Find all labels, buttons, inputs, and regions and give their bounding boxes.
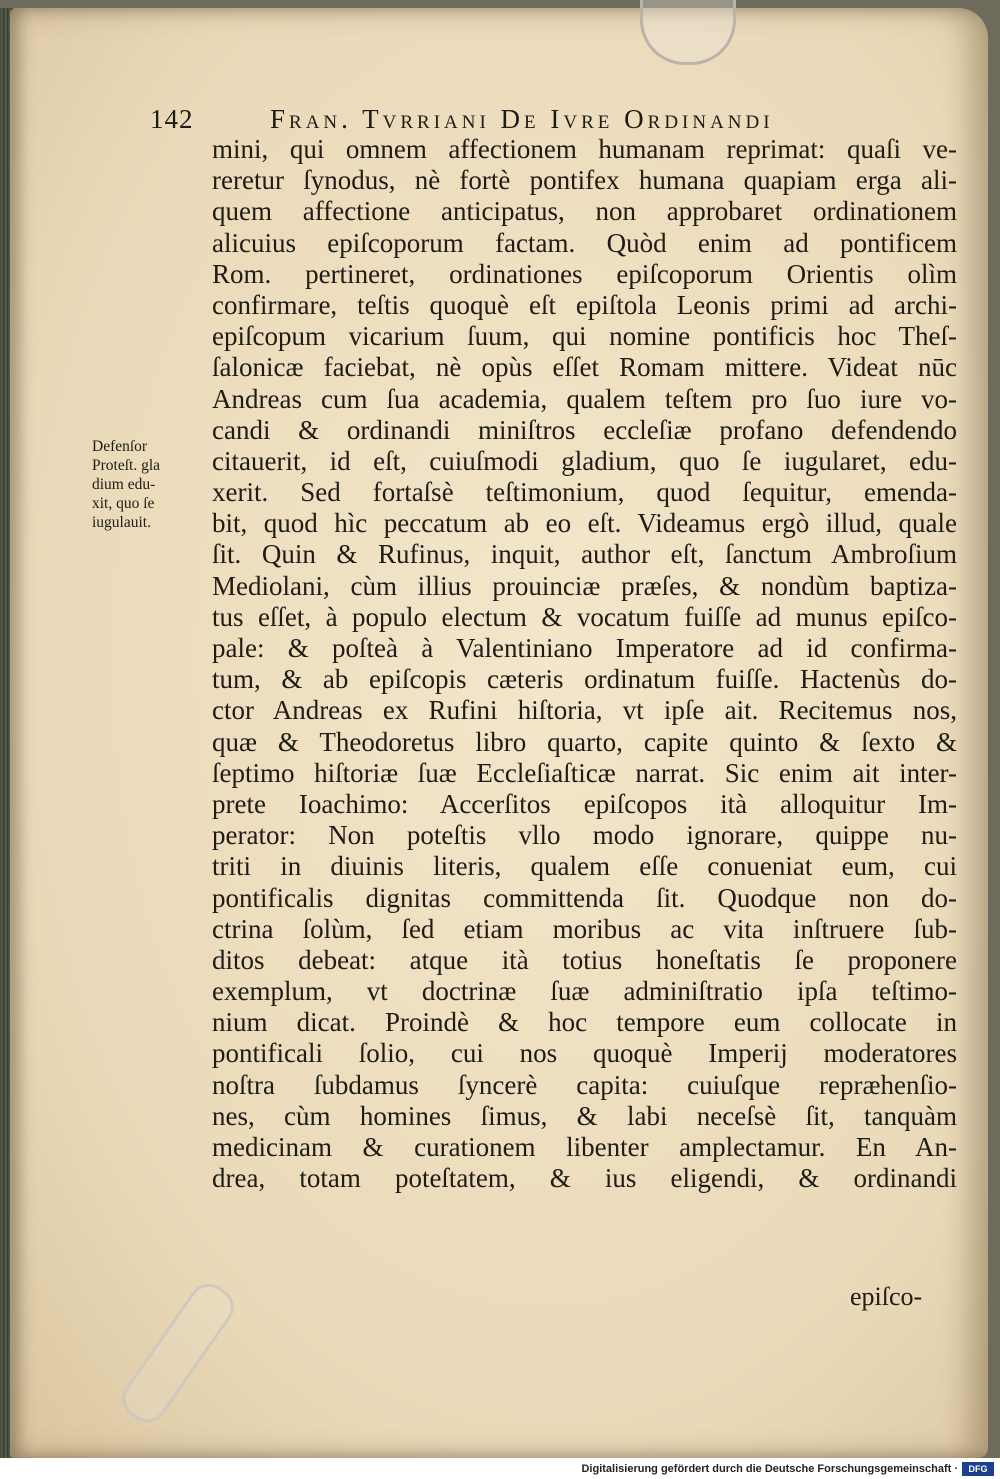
digitization-footer: [0, 1458, 1000, 1479]
text-line: tus eſſet, à populo electum & vocatum fuiſſe ad munus epiſco-: [212, 601, 957, 632]
text-line: ſalonicæ faciebat, nè opùs eſſet Romam mittere. Videat nūc: [212, 352, 957, 383]
text-line: triti in diuinis literis, qualem eſſe conueniat eum, cui: [212, 851, 957, 882]
text-line: quem affectione anticipatus, non approbaret ordinationem: [212, 196, 957, 227]
text-line: pontificalis dignitas committenda ſit. Quodque non do-: [212, 882, 957, 913]
text-line: Rom. pertineret, ordinationes epiſcoporum Orientis olìm: [212, 258, 957, 289]
running-title: Fran. Tvrriani De Ivre Ordinandi: [270, 104, 774, 134]
text-line: exemplum, vt doctrinæ ſuæ adminiſtratio ipſa teſtimo-: [212, 976, 957, 1007]
text-line: noſtra ſubdamus ſyncerè capita: cuiuſque repræhenſio-: [212, 1069, 957, 1100]
text-line: tum, & ab epiſcopis cæteris ordinatum fuiſſe. Hactenùs do-: [212, 664, 957, 695]
text-line: pale: & poſteà à Valentiniano Imperatore ad id confirma-: [212, 633, 957, 663]
text-line: ditos debeat: atque ità totius honeſtatis ſe proponere: [212, 944, 957, 975]
page-number: 142: [150, 104, 194, 134]
text-line: citauerit, id eſt, cuiuſmodi gladium, quo ſe iugularet, edu-: [212, 445, 957, 476]
marginal-note-line: Defenſor: [92, 438, 148, 455]
dfg-logo: DFG: [962, 1462, 994, 1476]
text-line: ctrina ſolùm, ſed etiam moribus ac vita inſtruere ſub-: [212, 913, 957, 944]
text-line: nes, cùm homines ſimus, & labi neceſsè ſit, tanquàm: [212, 1100, 957, 1131]
text-line: reretur ſynodus, nè fortè pontifex humana quapiam erga ali-: [212, 165, 957, 196]
text-line: drea, totam poteſtatem, & ius eligendi, & ordinandi: [212, 1163, 957, 1194]
marginal-note-line: iugulauit.: [92, 514, 151, 531]
marginal-note-line: xit, quo ſe: [92, 495, 155, 512]
text-line: perator: Non poteſtis vllo modo ignorare, quippe nu-: [212, 820, 957, 851]
text-line: candi & ordinandi miniſtros eccleſiæ profano defendendo: [212, 414, 957, 445]
marginal-note-line: dium edu-: [92, 476, 156, 493]
text-line: nium dicat. Proindè & hoc tempore eum collocate in: [212, 1007, 957, 1038]
text-line: alicuius epiſcoporum factam. Quòd enim ad pontificem: [212, 227, 957, 258]
text-line: ctor Andreas ex Rufini hiſtoria, vt ipſe ait. Recitemus nos,: [212, 695, 957, 726]
catchword: epiſco-: [850, 1282, 923, 1311]
text-line: Mediolani, cùm illius prouinciæ præſes, & nondùm baptiza-: [212, 570, 957, 601]
text-line: medicinam & curationem libenter amplectamur. En An-: [212, 1132, 957, 1162]
marginal-note: [92, 437, 210, 532]
text-line: quæ & Theodoretus libro quarto, capite quinto & ſexto &: [212, 726, 957, 757]
text-line: xerit. Sed fortaſsè teſtimonium, quod ſequitur, emenda-: [212, 477, 957, 508]
text-line: ſeptimo hiſtoriæ ſuæ Eccleſiaſticæ narrat. Sic enim ait inter-: [212, 757, 957, 788]
text-line: Andreas cum ſua academia, qualem teſtem pro ſuo iure vo-: [212, 383, 957, 414]
text-line: ſit. Quin & Rufinus, inquit, author eſt, ſanctum Ambroſium: [212, 539, 957, 570]
text-line: epiſcopum vicarium ſuum, qui nomine pontificis hoc Theſ-: [212, 321, 957, 352]
text-line: bit, quod hìc peccatum ab eo eſt. Videamus ergò illud, quale: [212, 508, 957, 539]
funding-credit: Digitalisierung gefördert durch die Deutsche Forschungsgemeinschaft ·: [581, 1463, 958, 1475]
text-line: mini, qui omnem affectionem humanam reprimat: quaſi ve-: [212, 134, 957, 164]
text-line: pontificali ſolio, cui nos quoquè Imperij moderatores: [212, 1038, 957, 1069]
text-line: confirmare, teſtis quoquè eſt epiſtola Leonis primi ad archi-: [212, 289, 957, 320]
body-text: [212, 134, 957, 1194]
marginal-note-line: Proteſt. gla: [92, 457, 161, 474]
text-line: prete Ioachimo: Accerſitos epiſcopos ità alloquitur Im-: [212, 788, 957, 819]
